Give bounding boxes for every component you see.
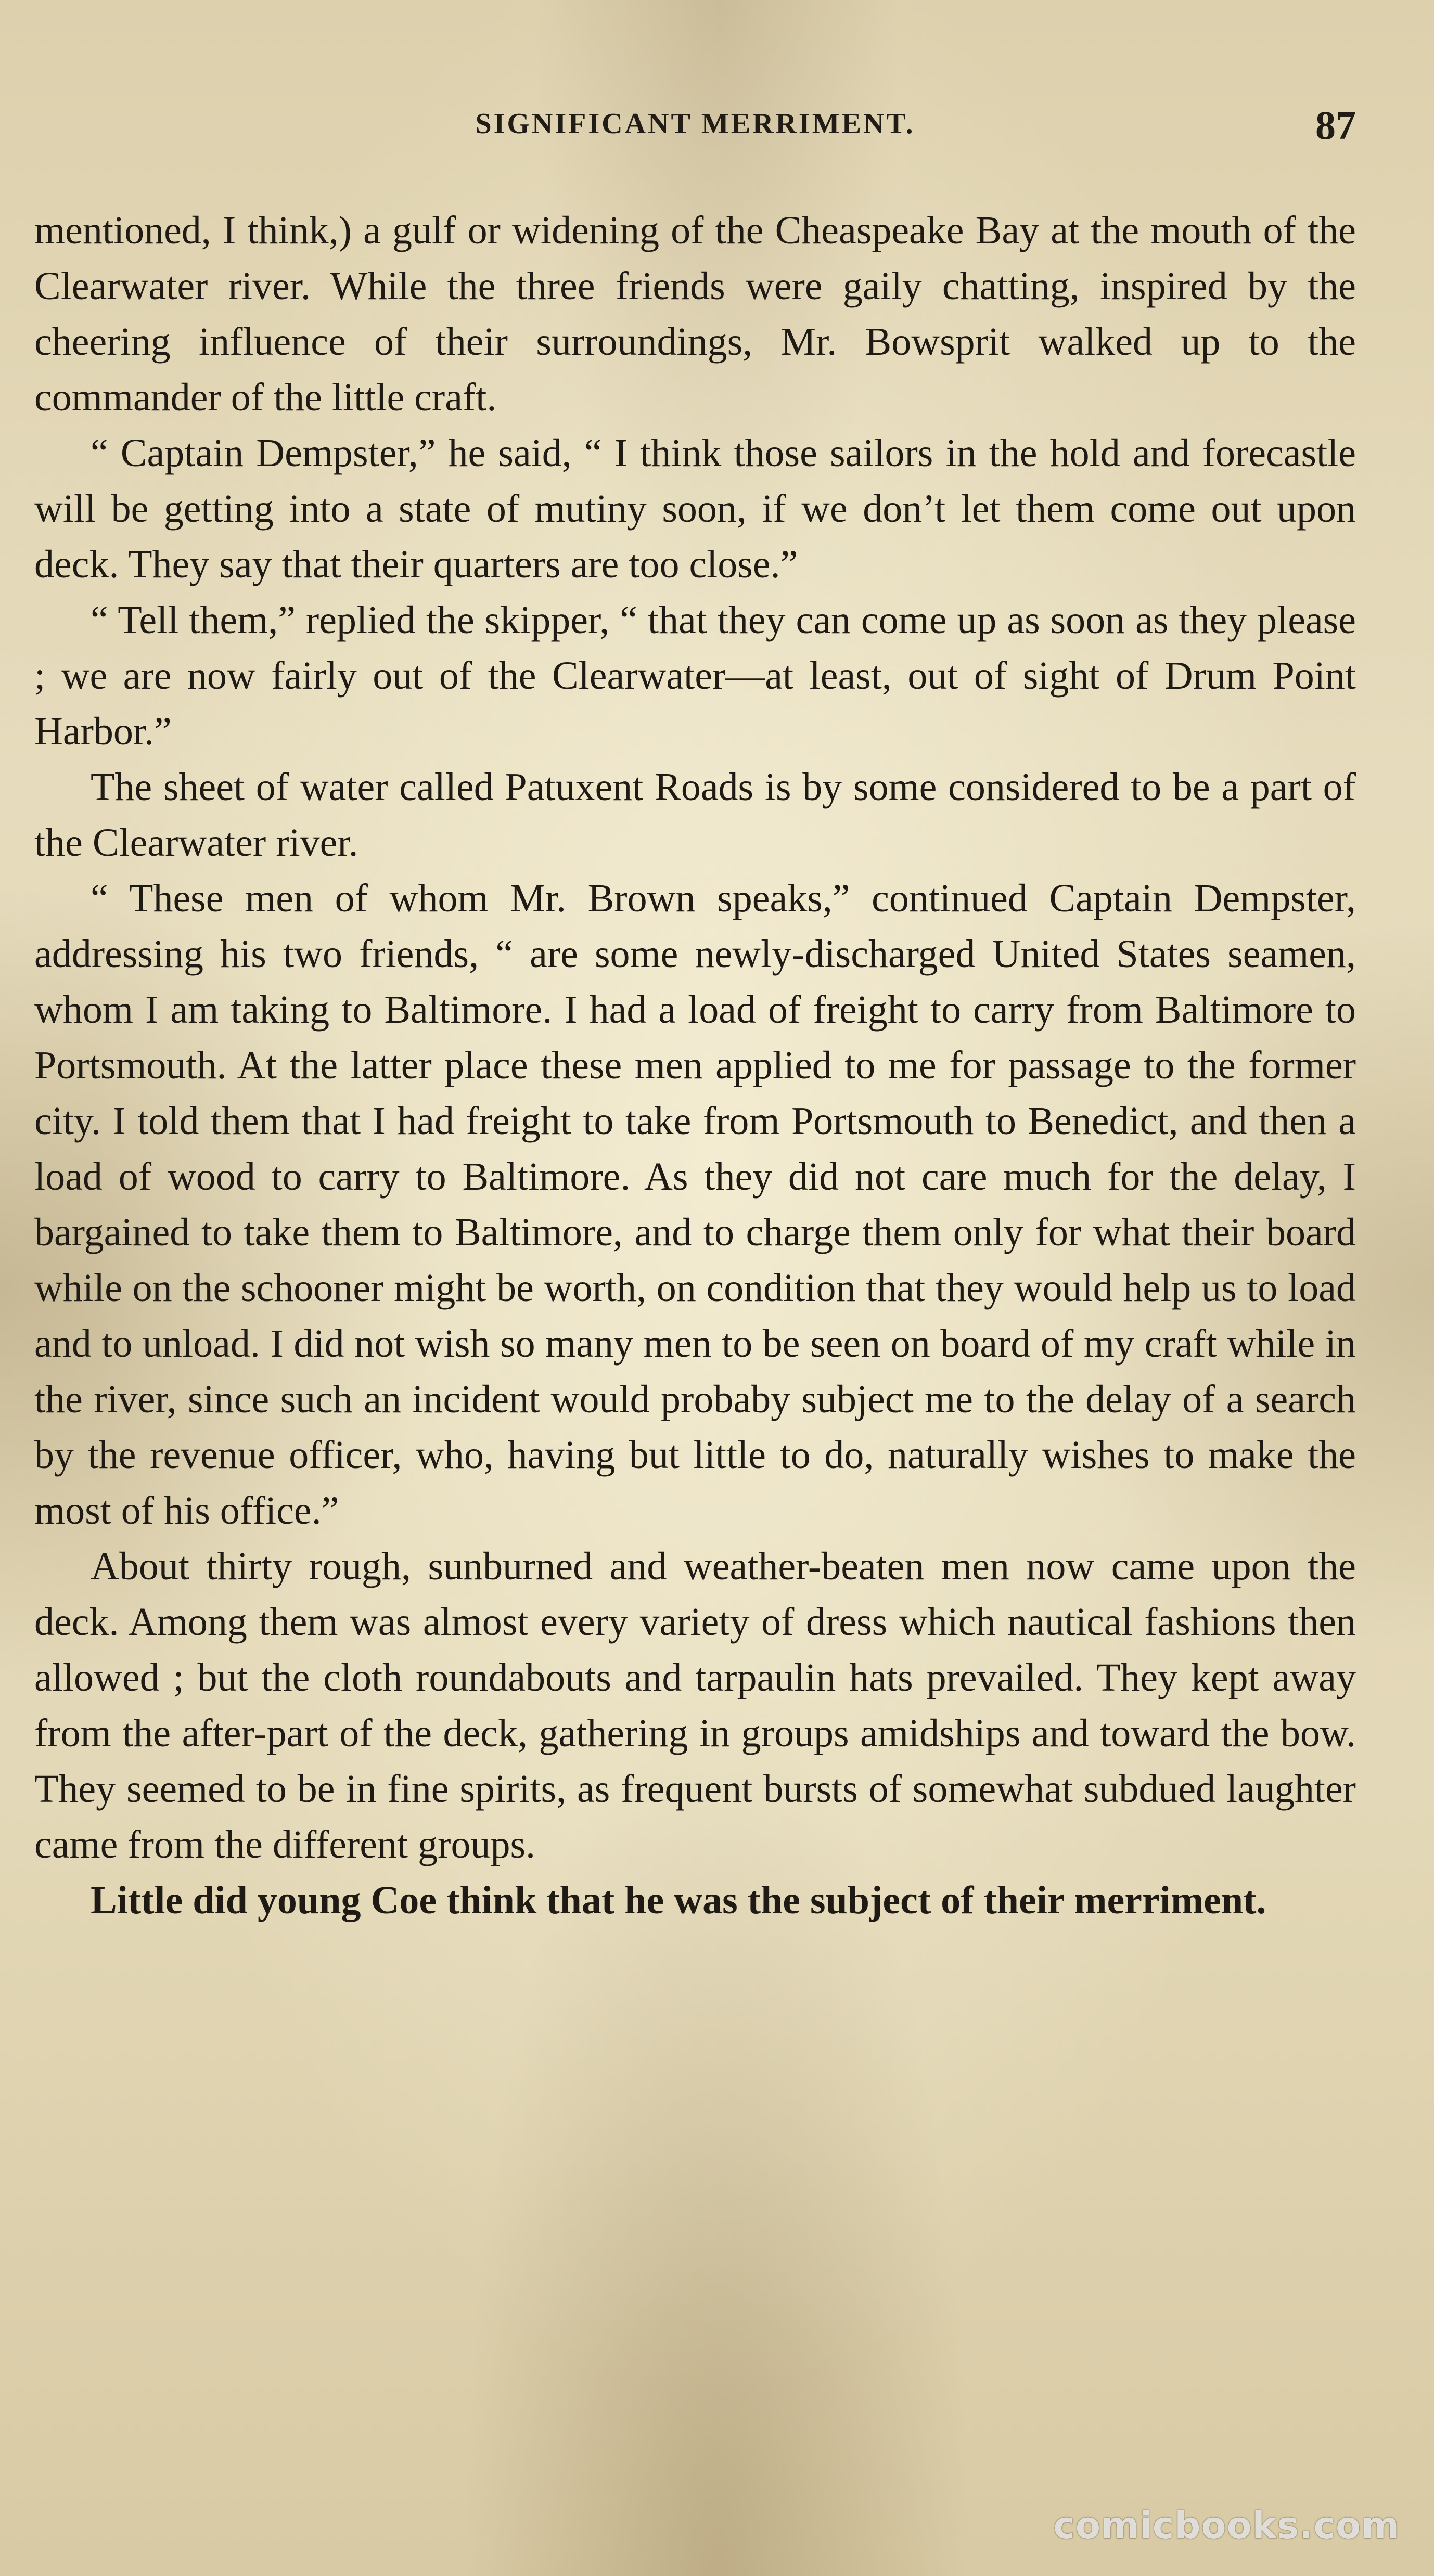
body-text [34,203,1356,1928]
running-head [34,102,1356,159]
paragraph-patuxent-roads: The sheet of water called Patuxent Roads is by some considered to be a part of the Clearwater river. [34,765,1356,865]
paragraph-closing: Little did young Coe think that he was the subject of their merriment. [91,1878,1266,1922]
paragraph-skipper-reply: “ Tell them,” replied the skipper, “ that they can come up as soon as they please ; we are now fairly out of the Clearwater—at least, out of sight of Drum Point Harbor.” [34,598,1356,753]
paragraph-dempster-explains: “ These men of whom Mr. Brown speaks,” continued Captain Dempster, addressing his two friends, “ are some newly-discharged United States seamen, whom I am taking to Baltimore. I had a load of freight to carry from Baltimore to Portsmouth. At the latter place these men applied to me for passage to the former city. I told them that I had freight to take from Portsmouth to Benedict, and then a load of wood to carry to Baltimore. As they did not care much for the delay, I bargained to take them to Baltimore, and to charge them only for what their board while on the schooner might be worth, on condition that they would help us to load and to unload. I did not wish so many men to be seen on board of my craft while in the river, since such an incident would probaby subject me to the delay of a search by the revenue officer, who, having but little to do, naturally wishes to make the most of his office.” [34,877,1356,1532]
paragraph-sailors-on-deck: About thirty rough, sunburned and weather-beaten men now came upon the deck. Among them was almost every variety of dress which nautical fashions then allowed ; but the cloth roundabouts and tarpaulin hats prevailed. They kept away from the after-part of the deck, gathering in groups amidships and toward the bow. They seemed to be in fine spirits, as frequent bursts of somewhat subdued laughter came from the different groups. [34,1544,1356,1866]
running-title: SIGNIFICANT MERRIMENT. [475,108,915,140]
paragraph-dialogue-mutiny: “ Captain Dempster,” he said, “ I think those sailors in the hold and forecastle will be getting into a state of mutiny soon, if we don’t let them come out upon deck. They say that their quarters are too close.” [34,431,1356,586]
watermark-logo: comicbooks.com [1053,2504,1400,2547]
page-number: 87 [1315,102,1356,148]
paragraph-continued: mentioned, I think,) a gulf or widening of the Cheaspeake Bay at the mouth of the Clearwater river. While the three friends were gaily chatting, inspired by the cheering influence of their surroundings, Mr. Bowsprit walked up to the commander of the little craft. [34,209,1356,419]
